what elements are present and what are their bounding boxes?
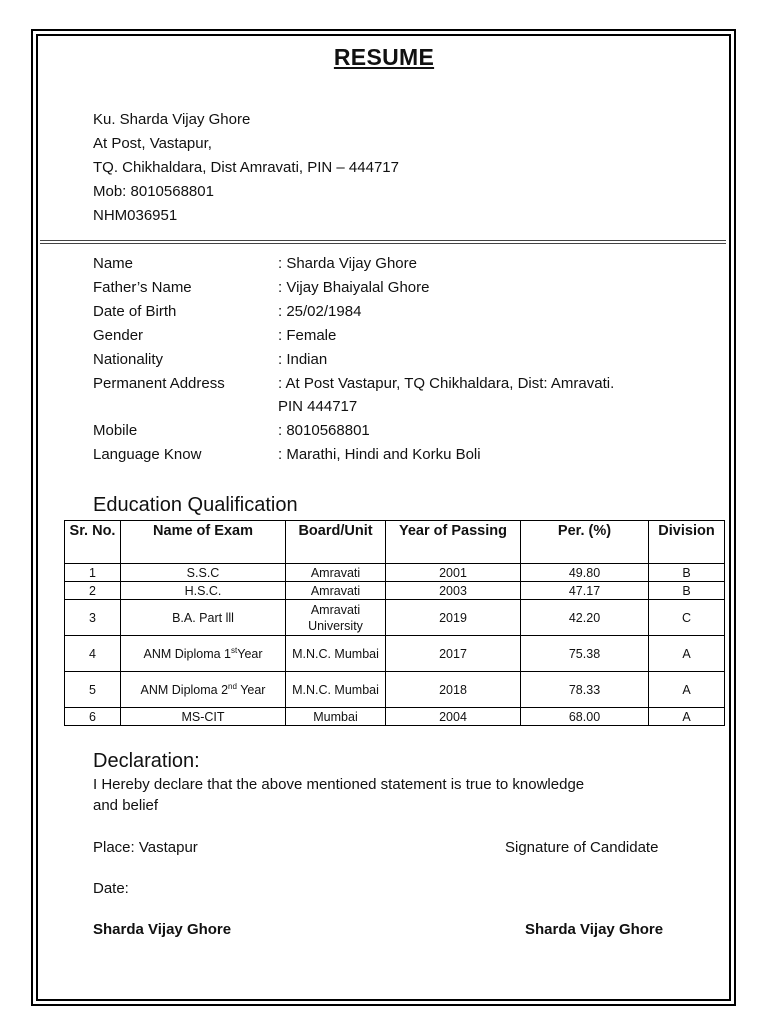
exam-name-prefix: ANM Diploma 1 [143, 646, 232, 661]
field-label-language: Language Know [93, 446, 202, 463]
cell-exam [121, 672, 286, 708]
table-row [65, 672, 725, 708]
cell-exam: B.A. Part lll [121, 600, 286, 636]
exam-name-suffix: Year [236, 682, 266, 697]
cell-year: 2018 [386, 672, 521, 708]
col-header-sr-no: Sr. No. [65, 521, 121, 564]
declaration-text-line-2: and belief [93, 797, 159, 814]
ordinal-suffix: st [231, 645, 238, 655]
address-line-2: TQ. Chikhaldara, Dist Amravati, PIN – 444717 [93, 159, 399, 176]
field-value-father: : Vijay Bhaiyalal Ghore [278, 279, 430, 296]
education-heading: Education Qualification [93, 494, 298, 516]
cell-board: Amravati University [286, 600, 386, 636]
cell-sr: 4 [65, 636, 121, 672]
divider-line-bottom [40, 243, 726, 244]
candidate-name-right: Sharda Vijay Ghore [525, 921, 664, 938]
cell-percent: 42.20 [521, 600, 649, 636]
signature-label: Signature of Candidate [505, 839, 659, 856]
exam-name-suffix: Year [237, 646, 263, 661]
table-header-row [65, 521, 725, 564]
cell-year: 2003 [386, 582, 521, 600]
cell-sr: 3 [65, 600, 121, 636]
registration-id: NHM036951 [93, 207, 178, 224]
cell-percent: 47.17 [521, 582, 649, 600]
cell-division: B [649, 582, 725, 600]
cell-year: 2017 [386, 636, 521, 672]
declaration-heading: Declaration: [93, 750, 200, 772]
place-label: Place: Vastapur [93, 839, 198, 856]
cell-division: A [649, 672, 725, 708]
col-header-percent: Per. (%) [521, 521, 649, 564]
cell-year: 2019 [386, 600, 521, 636]
declaration-text-line-1: I Hereby declare that the above mentioned statement is true to knowledge [93, 776, 585, 793]
cell-year: 2004 [386, 708, 521, 726]
exam-name-prefix: ANM Diploma 2 [140, 682, 229, 697]
cell-percent: 75.38 [521, 636, 649, 672]
field-label-dob: Date of Birth [93, 303, 177, 320]
cell-board: Amravati [286, 582, 386, 600]
candidate-title-name: Ku. Sharda Vijay Ghore [93, 111, 251, 128]
cell-exam: MS-CIT [121, 708, 286, 726]
field-value-address-pin: PIN 444717 [278, 398, 358, 415]
table-row [65, 582, 725, 600]
cell-sr: 2 [65, 582, 121, 600]
field-label-address: Permanent Address [93, 375, 225, 392]
address-line-1: At Post, Vastapur, [93, 135, 212, 152]
field-value-dob: : 25/02/1984 [278, 303, 362, 320]
field-label-name: Name [93, 255, 134, 272]
mobile-line: Mob: 8010568801 [93, 183, 214, 200]
field-value-language: : Marathi, Hindi and Korku Boli [278, 446, 481, 463]
candidate-name-left: Sharda Vijay Ghore [93, 921, 232, 938]
cell-board: Mumbai [286, 708, 386, 726]
ordinal-suffix: nd [228, 681, 237, 691]
cell-board: M.N.C. Mumbai [286, 636, 386, 672]
field-label-nationality: Nationality [93, 351, 164, 368]
cell-exam: S.S.C [121, 564, 286, 582]
field-value-address: : At Post Vastapur, TQ Chikhaldara, Dist: Amravati. [278, 375, 615, 392]
cell-division: B [649, 564, 725, 582]
table-row [65, 636, 725, 672]
table-row [65, 708, 725, 726]
col-header-division: Division [649, 521, 725, 564]
field-label-gender: Gender [93, 327, 144, 344]
field-value-mobile: : 8010568801 [278, 422, 370, 439]
table-row [65, 600, 725, 636]
field-label-mobile: Mobile [93, 422, 138, 439]
field-label-father: Father’s Name [93, 279, 192, 296]
col-header-exam: Name of Exam [121, 521, 286, 564]
cell-board: M.N.C. Mumbai [286, 672, 386, 708]
cell-sr: 6 [65, 708, 121, 726]
cell-exam [121, 636, 286, 672]
cell-percent: 49.80 [521, 564, 649, 582]
col-header-year: Year of Passing [386, 521, 521, 564]
education-table [64, 520, 725, 726]
cell-year: 2001 [386, 564, 521, 582]
field-value-nationality: : Indian [278, 351, 328, 368]
cell-percent: 78.33 [521, 672, 649, 708]
cell-sr: 1 [65, 564, 121, 582]
cell-exam: H.S.C. [121, 582, 286, 600]
cell-sr: 5 [65, 672, 121, 708]
table-row [65, 564, 725, 582]
field-value-name: : Sharda Vijay Ghore [278, 255, 417, 272]
resume-title: RESUME [333, 44, 435, 70]
divider-line-top [40, 240, 726, 241]
cell-board: Amravati [286, 564, 386, 582]
col-header-board: Board/Unit [286, 521, 386, 564]
cell-division: A [649, 636, 725, 672]
cell-division: A [649, 708, 725, 726]
cell-division: C [649, 600, 725, 636]
cell-percent: 68.00 [521, 708, 649, 726]
field-value-gender: : Female [278, 327, 337, 344]
date-label: Date: [93, 880, 129, 897]
